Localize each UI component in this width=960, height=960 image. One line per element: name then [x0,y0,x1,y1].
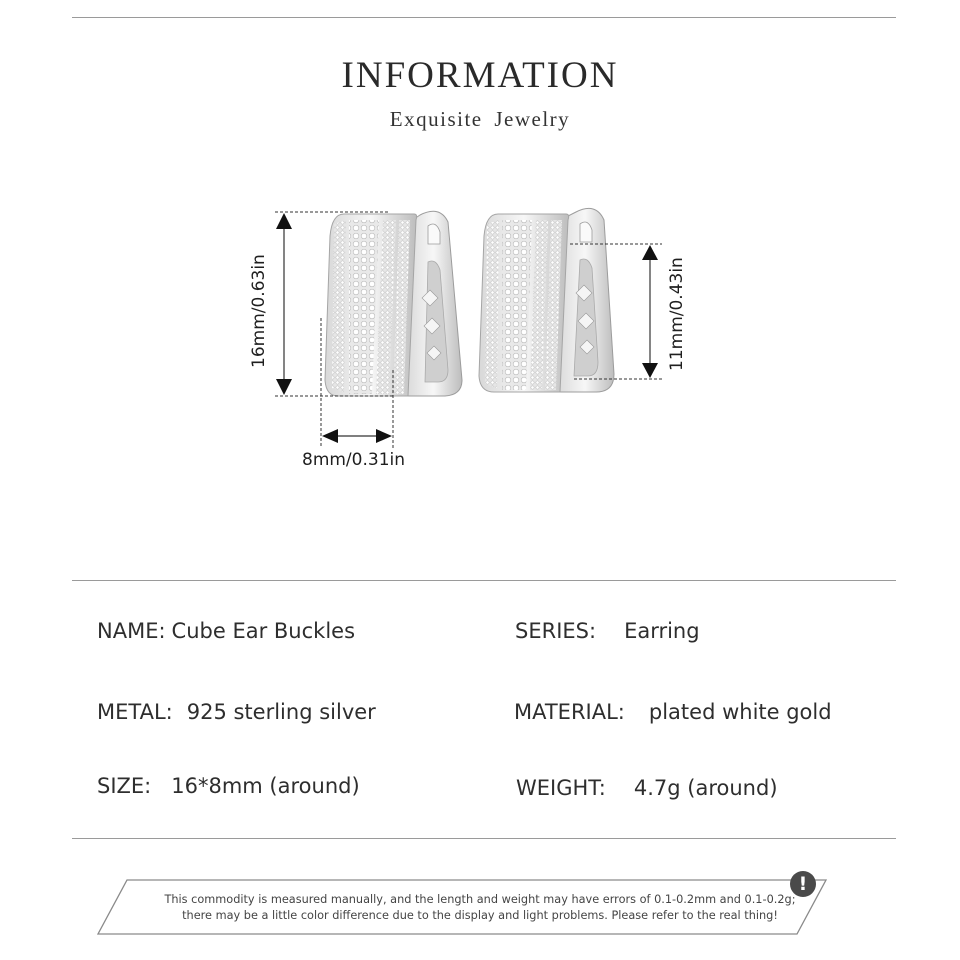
spec-key: WEIGHT: [516,776,606,800]
spec-material [514,700,832,724]
spec-series [515,619,700,643]
spec-key: MATERIAL: [514,700,625,724]
inner-height-dimension-label: 11mm/0.43in [667,257,687,371]
spec-value: 925 sterling silver [186,700,376,724]
bottom-divider [72,838,896,839]
height-dimension-label: 16mm/0.63in [249,254,269,368]
spec-weight [516,776,778,800]
exclamation-icon: ! [790,871,816,897]
notice-line-2: there may be a little color difference due to the display and light problems. Please refer to the real thing! [182,909,778,922]
notice-line-1: This commodity is measured manually, and the length and weight may have errors of 0.1-0.2mm and 0.1-0.2g; [164,893,796,906]
width-dimension-label: 8mm/0.31in [302,450,406,470]
spec-key: METAL: [97,700,173,724]
spec-value: plated white gold [648,700,832,724]
page-title: INFORMATION [341,55,619,96]
notice-text [0,892,960,924]
middle-divider [72,580,896,581]
earring-left [325,211,462,396]
spec-name [97,619,355,643]
spec-key: SERIES: [515,619,597,643]
spec-value: Cube Ear Buckles [171,619,356,643]
spec-value: Earring [624,619,700,643]
spec-metal [97,700,376,724]
spec-value: 16*8mm (around) [171,774,360,798]
spec-value: 4.7g (around) [633,776,778,800]
page-subtitle: Exquisite Jewelry [389,107,571,131]
spec-key: NAME: [97,619,166,643]
spec-size [97,774,360,798]
earring-right [479,208,614,392]
spec-key: SIZE: [97,774,152,798]
